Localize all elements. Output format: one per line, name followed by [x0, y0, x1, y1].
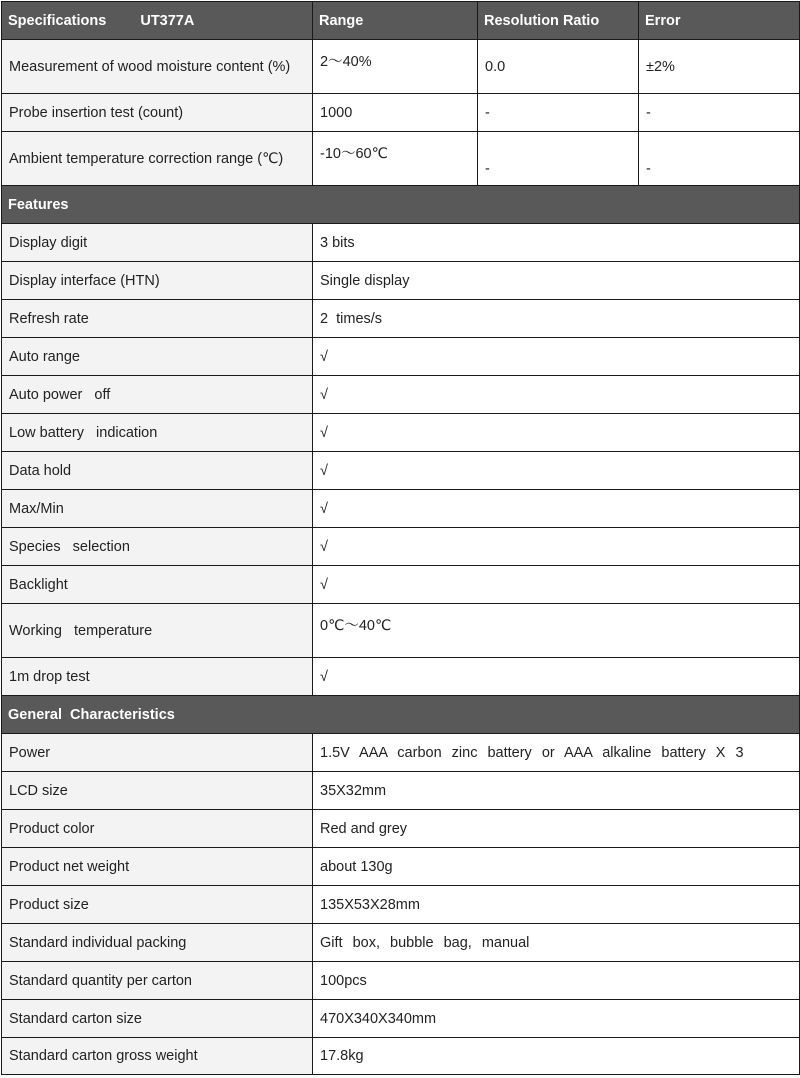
- spec-row: [2, 132, 800, 186]
- general-title: General Characteristics: [2, 696, 800, 734]
- feature-row: [2, 452, 800, 490]
- check-mark: √: [313, 338, 800, 376]
- specifications-header: Specifications UT377A: [2, 2, 313, 40]
- general-label: LCD size: [2, 772, 313, 810]
- feature-row: [2, 376, 800, 414]
- feature-value: 0℃～40℃: [313, 604, 800, 658]
- spec-row: [2, 40, 800, 94]
- general-row: [2, 962, 800, 1000]
- check-mark: √: [313, 566, 800, 604]
- error-header: Error: [639, 2, 800, 40]
- feature-label: Auto power off: [2, 376, 313, 414]
- general-label: Product net weight: [2, 848, 313, 886]
- feature-row: [2, 528, 800, 566]
- check-mark: √: [313, 414, 800, 452]
- spec-error: ±2%: [639, 40, 800, 94]
- spec-resolution: -: [478, 132, 639, 186]
- general-label: Standard carton size: [2, 1000, 313, 1038]
- features-header-row: [2, 186, 800, 224]
- feature-value: 3 bits: [313, 224, 800, 262]
- feature-label: Auto range: [2, 338, 313, 376]
- feature-value: 2 times/s: [313, 300, 800, 338]
- spec-table: [1, 1, 800, 1075]
- feature-label: Species selection: [2, 528, 313, 566]
- spec-label: Probe insertion test (count): [2, 94, 313, 132]
- features-title: Features: [2, 186, 800, 224]
- feature-row: [2, 658, 800, 696]
- feature-value: Single display: [313, 262, 800, 300]
- spec-error: -: [639, 94, 800, 132]
- feature-label: Working temperature: [2, 604, 313, 658]
- feature-label: Backlight: [2, 566, 313, 604]
- general-row: [2, 886, 800, 924]
- check-mark: √: [313, 452, 800, 490]
- general-label: Standard quantity per carton: [2, 962, 313, 1000]
- feature-label: Display digit: [2, 224, 313, 262]
- general-value: 135X53X28mm: [313, 886, 800, 924]
- general-label: Power: [2, 734, 313, 772]
- feature-row: [2, 262, 800, 300]
- range-header: Range: [313, 2, 478, 40]
- general-value: 100pcs: [313, 962, 800, 1000]
- feature-label: Max/Min: [2, 490, 313, 528]
- general-row: [2, 772, 800, 810]
- spec-sheet: [1, 1, 799, 1076]
- feature-row: [2, 490, 800, 528]
- resolution-header: Resolution Ratio: [478, 2, 639, 40]
- general-row: [2, 1000, 800, 1038]
- feature-label: Refresh rate: [2, 300, 313, 338]
- feature-row: [2, 300, 800, 338]
- feature-label: Low battery indication: [2, 414, 313, 452]
- general-header-row: [2, 696, 800, 734]
- feature-label: 1m drop test: [2, 658, 313, 696]
- check-mark: √: [313, 528, 800, 566]
- spec-range: -10～60℃: [313, 132, 478, 186]
- feature-row: [2, 566, 800, 604]
- general-value: Gift box, bubble bag, manual: [313, 924, 800, 962]
- spec-resolution: 0.0: [478, 40, 639, 94]
- general-label: Standard individual packing: [2, 924, 313, 962]
- general-value: 1.5V AAA carbon zinc battery or AAA alkaline battery X 3: [313, 734, 800, 772]
- general-row: [2, 848, 800, 886]
- check-mark: √: [313, 490, 800, 528]
- general-label: Standard carton gross weight: [2, 1038, 313, 1075]
- general-label: Product color: [2, 810, 313, 848]
- spec-range: 1000: [313, 94, 478, 132]
- check-mark: √: [313, 658, 800, 696]
- model-name: UT377A: [140, 12, 195, 29]
- general-row: [2, 734, 800, 772]
- general-value: about 130g: [313, 848, 800, 886]
- feature-row: [2, 338, 800, 376]
- general-value: 17.8kg: [313, 1038, 800, 1075]
- spec-label: Measurement of wood moisture content (%): [2, 40, 313, 94]
- check-mark: √: [313, 376, 800, 414]
- spec-resolution: -: [478, 94, 639, 132]
- spec-row: [2, 94, 800, 132]
- general-value: 470X340X340mm: [313, 1000, 800, 1038]
- feature-row: [2, 224, 800, 262]
- general-row: [2, 924, 800, 962]
- general-row: [2, 1038, 800, 1075]
- spec-header-row: [2, 2, 800, 40]
- feature-label: Display interface (HTN): [2, 262, 313, 300]
- spec-label: Ambient temperature correction range (℃): [2, 132, 313, 186]
- spec-error: -: [639, 132, 800, 186]
- general-label: Product size: [2, 886, 313, 924]
- feature-row: [2, 414, 800, 452]
- feature-label: Data hold: [2, 452, 313, 490]
- general-value: 35X32mm: [313, 772, 800, 810]
- feature-row: [2, 604, 800, 658]
- general-value: Red and grey: [313, 810, 800, 848]
- general-row: [2, 810, 800, 848]
- spec-range: 2～40%: [313, 40, 478, 94]
